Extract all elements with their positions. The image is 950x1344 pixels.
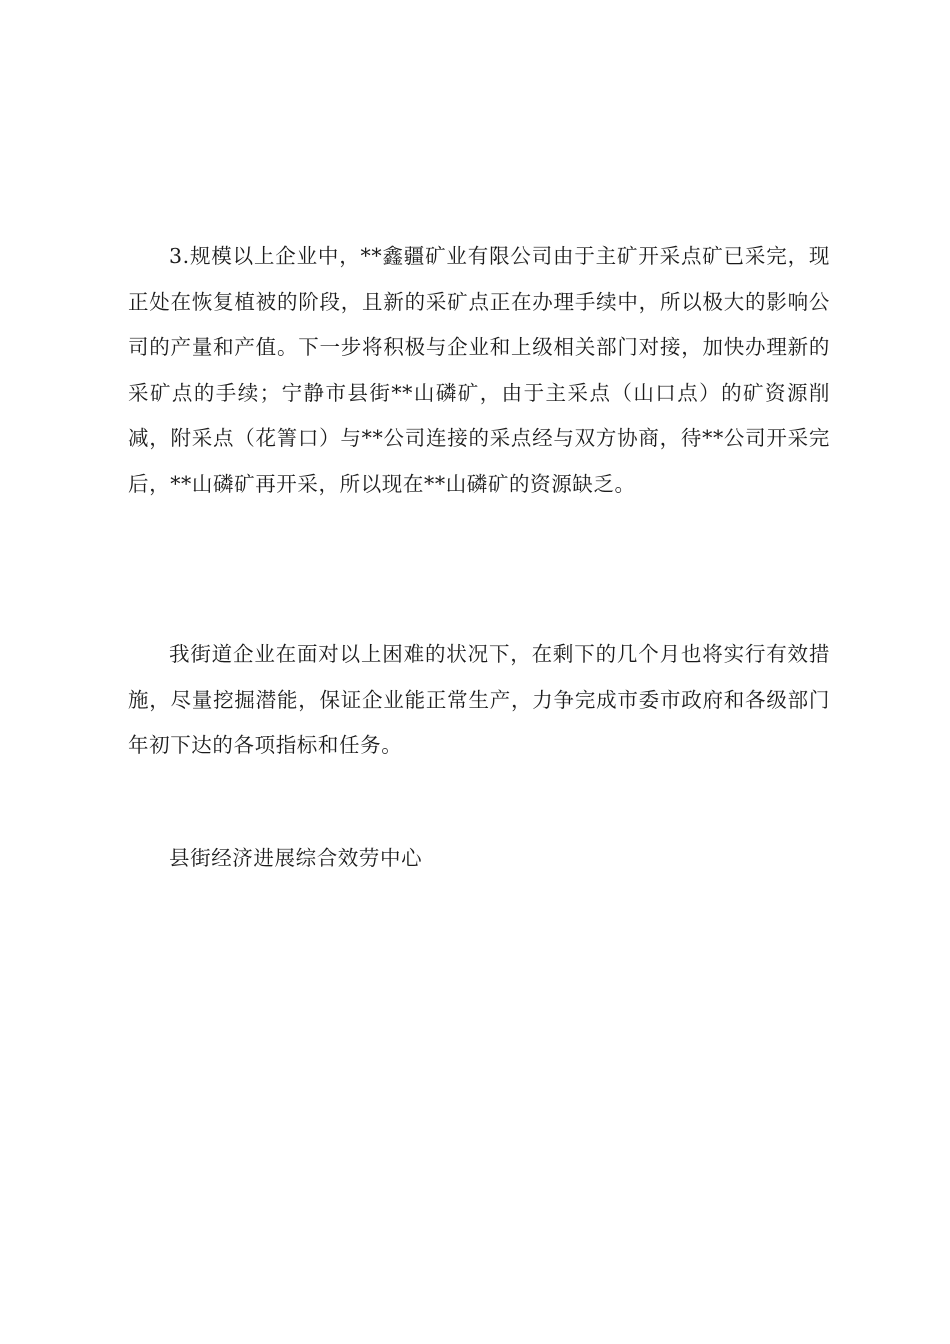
- signature-organization: 县街经济进展综合效劳中心: [169, 846, 423, 870]
- paragraph-measures: 我街道企业在面对以上困难的状况下，在剩下的几个月也将实行有效措施，尽量挖掘潜能，保证企业能正常生产，力争完成市委市政府和各级部门年初下达的各项指标和任务。: [128, 642, 830, 757]
- paragraph-mining-status: 3.规模以上企业中，**鑫疆矿业有限公司由于主矿开采点矿已采完，现正处在恢复植被的阶段，且新的采矿点正在办理手续中，所以极大的影响公司的产量和产值。下一步将积极与企业和上级相关部门对接，加快办理新的采矿点的手续；宁静市县街**山磷矿，由于主采点（山口点）的矿资源削减，附采点（花箐口）与**公司连接的采点经与双方协商，待**公司开采完后，**山磷矿再开采，所以现在**山磷矿的资源缺乏。: [128, 244, 830, 496]
